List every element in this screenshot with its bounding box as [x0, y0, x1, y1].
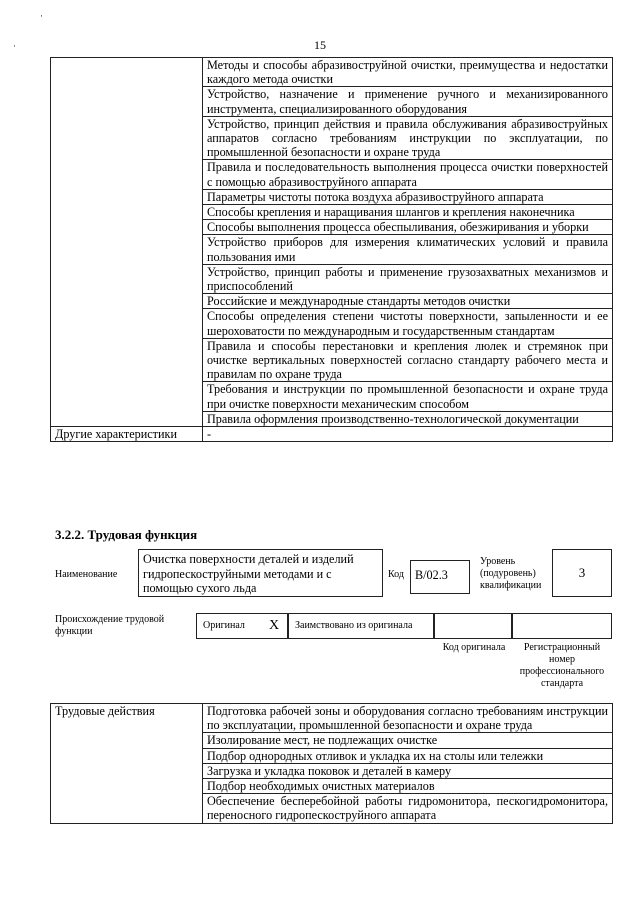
knowledge-item: Устройство, принцип работы и применение грузозахватных механизмов и приспособлений [203, 264, 613, 293]
original-mark: X [269, 618, 280, 633]
knowledge-item: Требования и инструкции по промышленной безопасности и охране труда при очистке поверхности механическим способом [203, 382, 613, 411]
knowledge-item: Параметры чистоты потока воздуха абразивоструйного аппарата [203, 189, 613, 204]
action-item: Обеспечение бесперебойной работы гидромонитора, пескогидромонитора, переносного гидропескоструйного аппарата [203, 794, 613, 823]
action-item: Подбор однородных отливок и укладка их на столы или тележки [203, 748, 613, 763]
action-item: Подготовка рабочей зоны и оборудования согласно требованиям инструкции по эксплуатации, промышленной безопасности и охране труда [203, 704, 613, 733]
original-cell [196, 613, 288, 639]
borrowed-cell: Заимствовано из оригинала [288, 613, 434, 639]
knowledge-item: Правила и способы перестановки и крепления люлек и стремянок при очистке вертикальных поверхностей согласно стандарту рабочего места и правилам по охране труда [203, 338, 613, 382]
table-row [51, 704, 613, 733]
knowledge-item: Способы выполнения процесса обеспыливания, обезжиривания и уборки [203, 220, 613, 235]
reg-number-cell [512, 613, 612, 639]
scan-speck: · [13, 41, 16, 51]
knowledge-item: Правила оформления производственно-технологической документации [203, 411, 613, 426]
actions-table [50, 703, 613, 824]
other-characteristics-value: - [203, 427, 613, 442]
section-title: 3.2.2. Трудовая функция [55, 527, 198, 542]
label-cell [51, 58, 203, 427]
page-number: 15 [314, 38, 326, 52]
action-item: Загрузка и укладка поковок и деталей в камеру [203, 763, 613, 778]
knowledge-item: Методы и способы абразивоструйной очистки, преимущества и недостатки каждого метода очистки [203, 58, 613, 87]
code-original-cell [434, 613, 512, 639]
origin-row [196, 613, 612, 639]
knowledge-item: Устройство приборов для измерения климатических условий и правила пользования ими [203, 235, 613, 264]
knowledge-table [50, 57, 613, 442]
original-label: Оригинал [203, 620, 245, 631]
knowledge-item: Способы крепления и наращивания шлангов и крепления наконечника [203, 205, 613, 220]
level-label: Уровень (подуровень) квалификации [480, 556, 542, 591]
knowledge-item: Устройство, назначение и применение ручного и механизированного инструмента, специализированного оборудования [203, 87, 613, 116]
table-row [51, 427, 613, 442]
function-name-field: Очистка поверхности деталей и изделий гидропескоструйными методами и с помощью сухого льда [138, 549, 383, 597]
table-row [51, 58, 613, 87]
reg-number-caption: Регистрационный номер профессионального стандарта [519, 642, 605, 689]
code-field: В/02.3 [410, 560, 470, 594]
knowledge-item: Российские и международные стандарты методов очистки [203, 294, 613, 309]
knowledge-item: Правила и последовательность выполнения процесса очистки поверхностей с помощью абразивоструйного аппарата [203, 160, 613, 189]
scan-speck: · [40, 11, 43, 21]
action-item: Подбор необходимых очистных материалов [203, 779, 613, 794]
knowledge-item: Устройство, принцип действия и правила обслуживания абразивоструйных аппаратов согласно требованиям инструкции по эксплуатации, по промышленной безопасности и охране труда [203, 116, 613, 160]
origin-label: Происхождение трудовой функции [55, 614, 165, 637]
code-label: Код [388, 569, 404, 580]
other-characteristics-label: Другие характеристики [51, 427, 203, 442]
action-item: Изолирование мест, не подлежащих очистке [203, 733, 613, 748]
name-label: Наименование [55, 569, 118, 580]
knowledge-item: Способы определения степени чистоты поверхности, запыленности и ее шероховатости по международным и государственным стандартам [203, 309, 613, 338]
code-original-caption: Код оригинала [442, 642, 506, 653]
level-field: 3 [552, 549, 612, 597]
actions-label: Трудовые действия [51, 704, 203, 824]
